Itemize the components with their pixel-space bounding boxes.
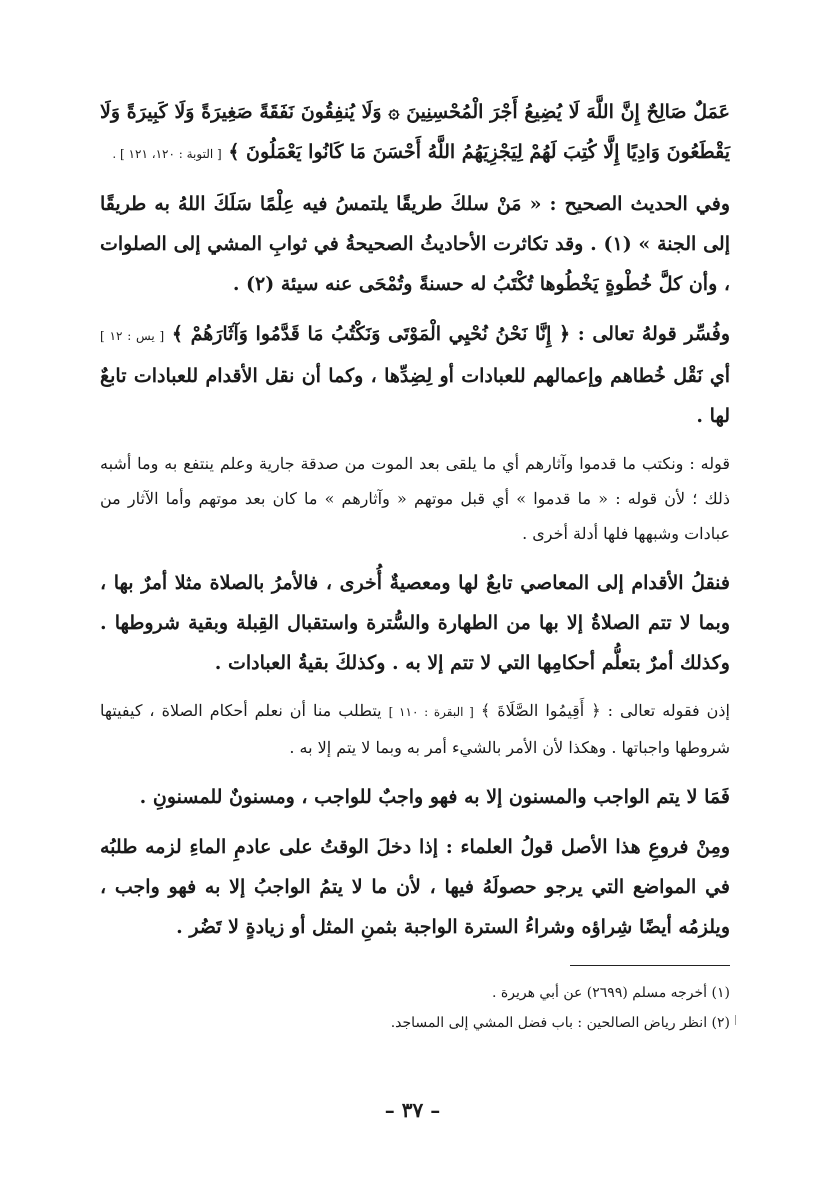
verse-continuation xyxy=(100,92,730,174)
branches-paragraph: ومِنْ فروعِ هذا الأصل قولُ العلماء : إذا دخلَ الوقتُ على عادمِ الماءِ لزمه طلبُه في المواضع التي يرجو حصولَهُ فيها ، لأن ما لا يتمُ الواجبُ إلا به فهو واجب ، ويلزمُه أيضًا شِراؤه وشراءُ السترة الواجبة بثمنِ المثل أو زيادةٍ لا تَضُر . xyxy=(100,836,730,938)
footnotes xyxy=(100,978,730,1038)
commentary-paragraph-1: قوله : ونكتب ما قدموا وآثارهم أي ما يلقى بعد الموت من صدقة جارية وعلم ينتفع به وما أشبه ذلك ؛ لأن قوله : « ما قدموا » أي قبل موتهم « وآثارهم » ما كان بعد موتهم وأما الآثار من عبادات وشبهها فلها أدلة أخرى . xyxy=(100,454,731,543)
feet-to-sins-paragraph: فنقلُ الأقدام إلى المعاصي تابعٌ لها ومعصيةٌ أُخرى ، فالأمرُ بالصلاة مثلا أمرٌ بها ، وبما لا تتم الصلاةُ إلا بها من الطهارة والسُّترة واستقبال القِبلة وبقية شروطها . وكذلك أمرٌ بتعلُّم أحكامِها التي لا تتم إلا به . وكذلكَ بقيةُ العبادات . xyxy=(100,572,730,674)
commentary-paragraph-2 xyxy=(100,693,730,765)
rule-paragraph: فَمَا لا يتم الواجب والمسنون إلا به فهو واجبٌ للواجب ، ومسنونٌ للمسنونِ . xyxy=(139,786,730,808)
commentary-verse: إذن فقوله تعالى : ﴿ أَقِيمُوا الصَّلَاةَ ﴾ xyxy=(480,701,731,720)
scan-mark xyxy=(735,1015,742,1025)
hadith-paragraph: وفي الحديث الصحيح : « مَنْ سلكَ طريقًا يلتمسُ فيه عِلْمًا سَلَكَ اللهُ به طريقًا إلى الجنة » (١) . وقد تكاثرت الأحاديثُ الصحيحةُ في ثوابِ المشي إلى الصلوات ، وأن كلَّ خُطْوةٍ يَخْطُوها تُكْتَبُ له حسنةً وتُمْحَى عنه سيئة (٢) . xyxy=(100,193,730,295)
tafsir-reference: [ يس : ١٢ ] xyxy=(100,329,165,343)
verse-reference: [ التوبة : ١٢٠، ١٢١ ] . xyxy=(112,147,222,161)
commentary-explanation: يتطلب منا أن نعلم أحكام الصلاة ، كيفيتها شروطها واجباتها . وهكذا لأن الأمر بالشيء أمر به وبما لا يتم إلا به . xyxy=(100,701,730,757)
tafsir-explanation: أي نَقْل خُطاهم وإعمالهم للعبادات أو لِضِدِّها ، وكما أن نقل الأقدام للعبادات تابعٌ لها . xyxy=(100,365,730,427)
page-number xyxy=(0,1098,825,1122)
footnote-divider xyxy=(570,965,730,966)
footnote-1: (١) أخرجه مسلم (٢٦٩٩) عن أبي هريرة . xyxy=(492,985,730,1001)
commentary-reference: [ البقرة : ١١٠ ] xyxy=(388,705,474,719)
page-body xyxy=(100,92,730,947)
tafsir-verse: وفُسِّر قولهُ تعالى : ﴿ إِنَّا نَحْنُ نُحْيِي الْمَوْتَى وَنَكْتُبُ مَا قَدَّمُوا وَآثَارَهُمْ ﴾ xyxy=(171,323,731,345)
footnote-2: (٢) انظر رياض الصالحين : باب فضل المشي إلى المساجد. xyxy=(390,1015,730,1031)
verse-text: عَمَلٌ صَالِحٌ إِنَّ اللَّهَ لَا يُضِيعُ أَجْرَ الْمُحْسِنِينَ ۞ وَلَا يُنفِقُونَ نَفَقَةً صَغِيرَةً وَلَا كَبِيرَةً وَلَا يَقْطَعُونَ وَادِيًا إِلَّا كُتِبَ لَهُمْ لِيَجْزِيَهُمُ اللَّهُ أَحْسَنَ مَا كَانُوا يَعْمَلُونَ ﴾ xyxy=(100,101,730,163)
page-number-text: – ٣٧ – xyxy=(384,1098,441,1122)
tafsir-paragraph xyxy=(100,314,730,436)
